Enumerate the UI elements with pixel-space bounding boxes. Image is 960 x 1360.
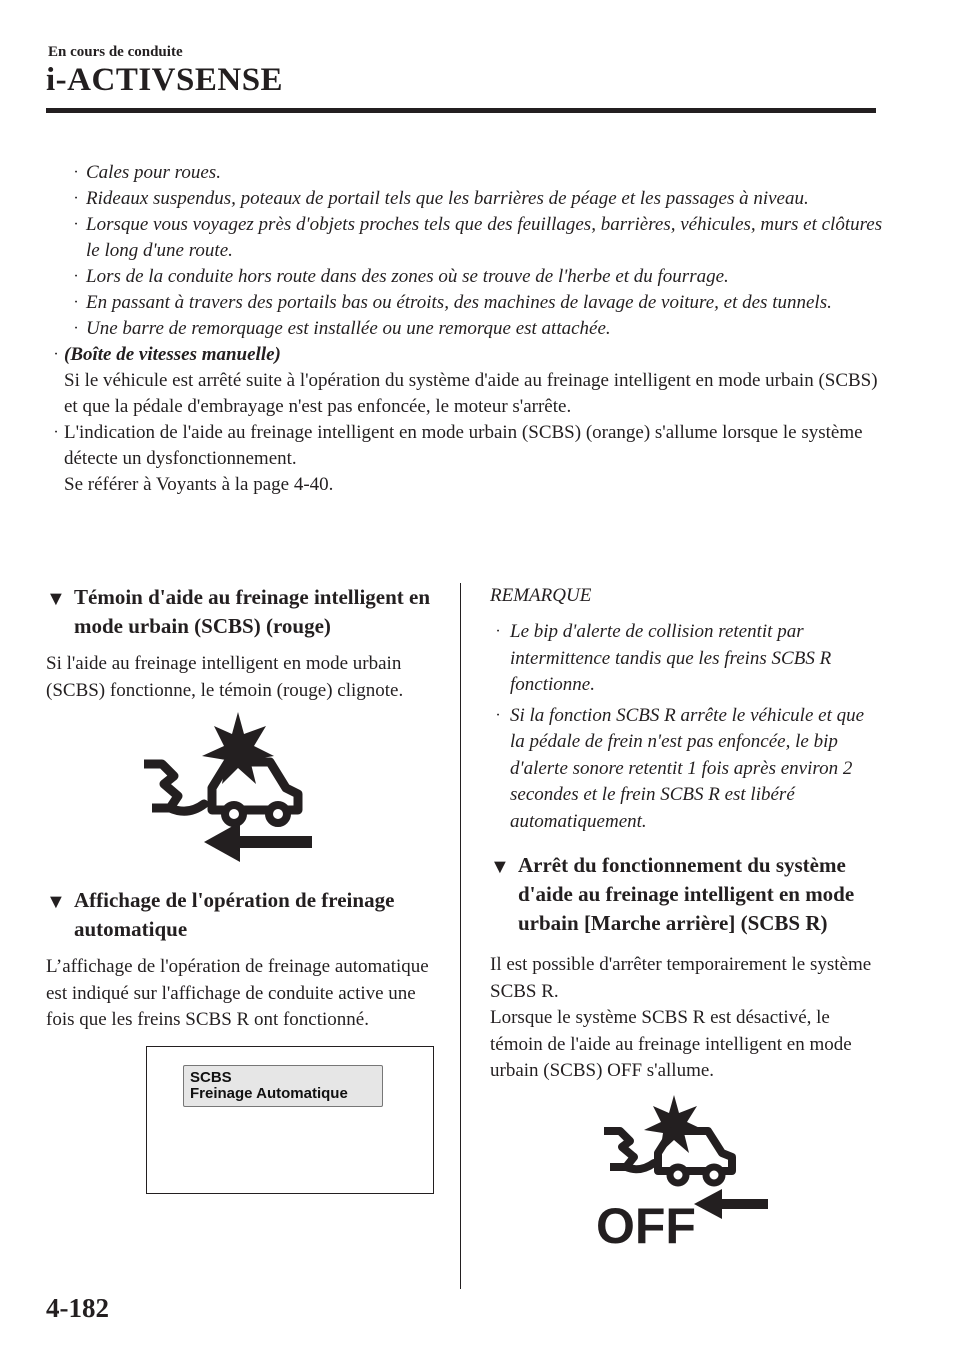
bullet-icon: · xyxy=(53,346,59,363)
list-item: · Une barre de remorquage est installée ou une remorque est attachée. xyxy=(56,316,886,342)
section-heading-auto-brake-display: ▼ Affichage de l'opération de freinage automatique xyxy=(46,888,395,941)
triangle-icon: ▼ xyxy=(46,891,66,913)
list-item: · Lors de la conduite hors route dans des zones où se trouve de l'herbe et du fourrage. xyxy=(56,264,886,290)
indication-text: L'indication de l'aide au freinage intelligent en mode urbain (SCBS) (orange) s'allume lorsque le système détecte un dysfonctionnement. xyxy=(64,422,863,469)
right-column xyxy=(490,583,880,1245)
triangle-icon: ▼ xyxy=(490,856,510,878)
list-item: · Lorsque vous voyagez près d'objets proches tels que des feuillages, barrières, véhicules, murs et clôtures le long d'une route. xyxy=(73,214,883,261)
bullet-icon: · xyxy=(73,190,79,207)
scbs-off-icon xyxy=(490,1095,880,1245)
off-label: OFF xyxy=(596,1197,696,1245)
triangle-icon: ▼ xyxy=(46,588,66,610)
note-list xyxy=(490,619,880,835)
note-item: · Le bip d'alerte de collision retentit par intermittence tandis que les freins SCBS R fonctionne. xyxy=(495,621,832,695)
section-text-scbs-r-off: Il est possible d'arrêter temporairement le système SCBS R. Lorsque le système SCBS R est désactivé, le témoin de l'aide au freinage intelligent en mode urbain (SCBS) OFF s'allume. xyxy=(490,954,872,1081)
section-text-auto-brake-display: L’affichage de l'opération de freinage automatique est indiqué sur l'affichage de conduite active une fois que les freins SCBS R ont fonctionné. xyxy=(46,956,429,1030)
bullet-icon: · xyxy=(73,268,79,285)
page-number: 4-182 xyxy=(46,1293,109,1323)
auto-brake-message: SCBS Freinage Automatique xyxy=(183,1065,383,1107)
list-item: · Rideaux suspendus, poteaux de portail tels que les barrières de péage et les passages à niveau. xyxy=(56,186,886,212)
manual-gearbox-title: (Boîte de vitesses manuelle) xyxy=(64,344,281,365)
section-heading-scbs-r-off: ▼ Arrêt du fonctionnement du système d'aide au freinage intelligent en mode urbain [Marche arrière] (SCBS R) xyxy=(490,853,855,935)
note-item: · Si la fonction SCBS R arrête le véhicule et que la pédale de frein n'est pas enfoncée, le bip d'alerte sonore retentit 1 fois après environ 2 secondes et le frein SCBS R est libéré automatiquement. xyxy=(495,704,865,832)
section-breadcrumb: En cours de conduite xyxy=(48,44,183,60)
bullet-icon: · xyxy=(73,320,79,337)
bullet-icon: · xyxy=(495,706,501,724)
bullet-icon: · xyxy=(53,424,59,441)
scbs-indication-item xyxy=(53,420,886,498)
left-column xyxy=(46,583,436,1194)
conditions-list xyxy=(53,160,886,498)
bullet-icon: · xyxy=(73,294,79,311)
bullet-icon: · xyxy=(73,216,79,233)
manual-gearbox-text: Si le véhicule est arrêté suite à l'opération du système d'aide au freinage intelligent en mode urbain (SCBS) et que la pédale d'embrayage n'est pas enfoncée, le moteur s'arrête. xyxy=(64,370,878,417)
column-divider xyxy=(460,583,461,1289)
header-divider xyxy=(46,108,876,113)
manual-gearbox-item xyxy=(53,342,886,420)
bullet-icon: · xyxy=(495,623,501,640)
note-title: REMARQUE xyxy=(490,585,592,606)
scbs-warning-icon xyxy=(46,712,436,862)
list-item: · Cales pour roues. xyxy=(56,160,886,186)
active-driving-display xyxy=(146,1046,434,1194)
section-heading-scbs-red: ▼ Témoin d'aide au freinage intelligent en mode urbain (SCBS) (rouge) xyxy=(46,585,431,638)
page-title: i-ACTIVSENSE xyxy=(46,62,284,98)
list-item: · En passant à travers des portails bas ou étroits, des machines de lavage de voiture, et des tunnels. xyxy=(56,290,886,316)
bullet-icon: · xyxy=(73,164,79,181)
section-text-scbs-red: Si l'aide au freinage intelligent en mode urbain (SCBS) fonctionne, le témoin (rouge) clignote. xyxy=(46,653,404,701)
indication-reference: Se référer à Voyants à la page 4-40. xyxy=(64,474,334,495)
